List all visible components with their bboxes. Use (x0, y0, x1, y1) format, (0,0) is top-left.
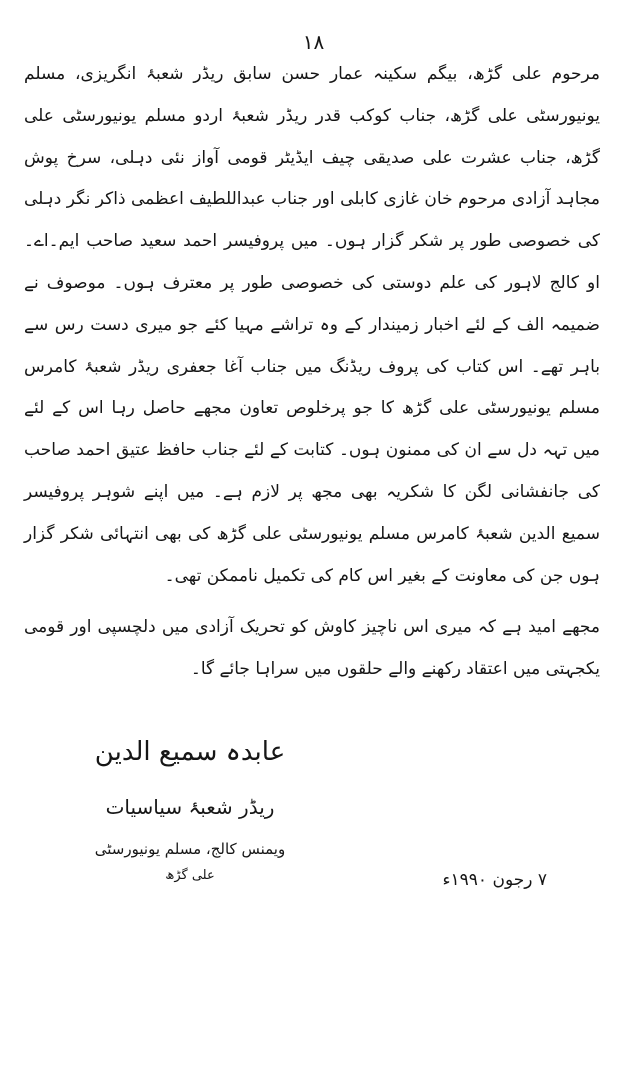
signature-city: علی گڑھ (165, 868, 215, 883)
page-number: ۱۸ (302, 30, 325, 54)
paragraph-acknowledgements: مرحوم علی گڑھ، بیگم سکینہ عمار حسن سابق ریڈر شعبۂ انگریزی، مسلم یونیورسٹی علی گڑھ، جناب کوکب قدر ریڈر شعبۂ اردو مسلم یونیورسٹی علی گڑھ، جناب عشرت علی صدیقی چیف ایڈیٹر قومی آواز نئی دہلی، سرخ پوش مجاہد آزادی مرحوم خان غازی کابلی اور جناب عبداللطیف اعظمی ذاکر نگر دہلی کی خصوصی طور پر شکر گزار ہوں۔ میں پروفیسر احمد سعید صاحب ایم۔اے۔ او کالج لاہور کی علم دوستی کی خصوصی طور پر معترف ہوں۔ موصوف نے ضمیمہ الف کے لئے اخبار زمیندار کے وہ تراشے مہیا کئے جو میری دست رس سے باہر تھے۔ اس کتاب کی پروف ریڈنگ میں جناب آغا جعفری ریڈر شعبۂ کامرس مسلم یونیورسٹی علی گڑھ کا جو پرخلوص تعاون مجھے حاصل رہا اس کے لئے میں تہہ دل سے ان کی ممنون ہوں۔ کتابت کے لئے جناب حافظ عتیق احمد صاحب کی جانفشانی لگن کا شکریہ بھی مجھ پر لازم ہے۔ میں اپنے شوہر پروفیسر سمیع الدین شعبۂ کامرس مسلم یونیورسٹی علی گڑھ کی بھی انتہائی شکر گزار ہوں جن کی معاونت کے بغیر اس کام کی تکمیل ناممکن تھی۔ (24, 64, 600, 586)
signature-title: ریڈر شعبۂ سیاسیات (105, 795, 275, 819)
document-date: ۷ رجون ۱۹۹۰ء (442, 870, 547, 890)
signature-college: ویمنس کالج، مسلم یونیورسٹی (94, 840, 286, 858)
signature-block (40, 728, 340, 888)
body-text (24, 54, 600, 691)
signature-name: عابدہ سمیع الدین (94, 737, 286, 767)
paragraph-closing-hope: مجھے امید ہے کہ میری اس ناچیز کاوش کو تحریک آزادی میں دلچسپی اور قومی یکجہتی میں اعتقاد رکھنے والے حلقوں میں سراہا جائے گا۔ (24, 617, 600, 680)
